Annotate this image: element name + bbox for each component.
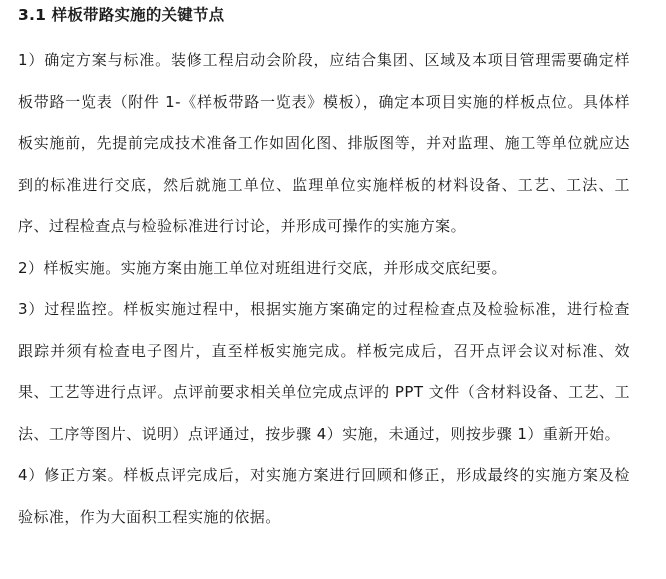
paragraph-step-4: 4）修正方案。样板点评完成后，对实施方案进行回顾和修正，形成最终的实施方案及检验标准，作为大面积工程实施的依据。: [18, 466, 630, 526]
paragraph-step-2: 2）样板实施。实施方案由施工单位对班组进行交底，并形成交底纪要。: [18, 258, 507, 277]
paragraph-step-1: 1）确定方案与标准。装修工程启动会阶段，应结合集团、区域及本项目管理需要确定样板带路一览表（附件 1-《样板带路一览表》模板），确定本项目实施的样板点位。具体样板实施前，先提前完成技术准备工作如固化图、排版图等，并对监理、施工等单位就应达到的标准进行交底，然后就施工单位、监理单位实施样板的材料设备、工艺、工法、工序、过程检查点与检验标准进行讨论，并形成可操作的实施方案。: [18, 51, 630, 235]
paragraph-step-3: 3）过程监控。样板实施过程中，根据实施方案确定的过程检查点及检验标准，进行检查跟踪并须有检查电子图片，直至样板实施完成。样板完成后，召开点评会议对标准、效果、工艺等进行点评。点评前要求相关单位完成点评的 PPT 文件（含材料设备、工艺、工法、工序等图片、说明）点评通过，按步骤 4）实施，未通过，则按步骤 1）重新开始。: [18, 300, 630, 443]
section-title: 3.1 样板带路实施的关键节点: [18, 6, 225, 24]
document-body: [18, 0, 630, 538]
